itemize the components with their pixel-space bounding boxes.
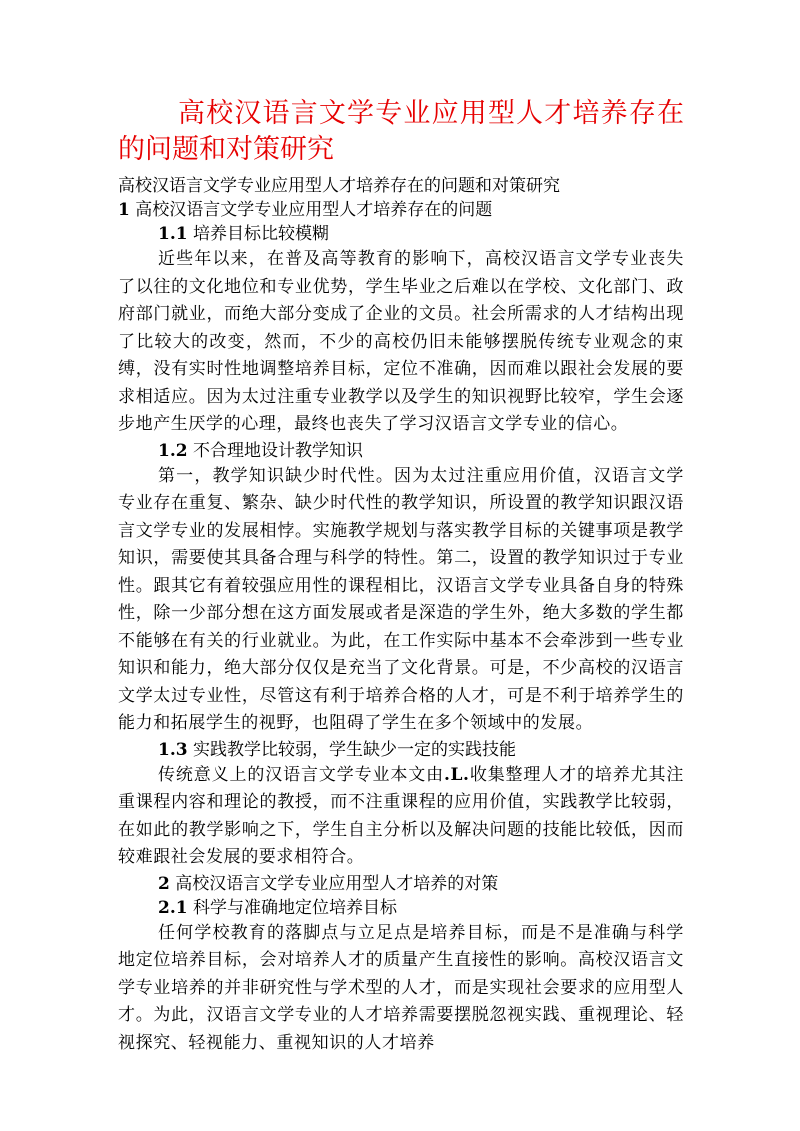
paragraph-text: 传统意义上的汉语言文学专业本文由 [158,764,444,785]
section-1-3-heading [118,738,684,762]
section-number: 1.1 [158,224,188,244]
section-1-heading [118,198,684,222]
section-title: 高校汉语言文学专业应用型人才培养的对策 [169,873,499,894]
source-mark: .L. [443,764,470,785]
paragraph-3 [118,762,684,872]
paragraph-1: 近些年以来，在普及高等教育的影响下，高校汉语言文学专业丧失了以往的文化地位和专业优势，学生毕业之后难以在学校、文化部门、政府部门就业，而绝大部分变成了企业的文员。社会所需求的人才结构出现了比较大的改变，然而，不少的高校仍旧未能够摆脱传统专业观念的束缚，没有实时性地调整培养目标，定位不准确，因而难以跟社会发展的要求相适应。因为太过注重专业教学以及学生的知识视野比较窄，学生会逐步地产生厌学的心理，最终也丧失了学习汉语言文学专业的信心。 [118,249,684,434]
section-title: 实践教学比较弱，学生缺少一定的实践技能 [187,739,516,760]
section-title: 科学与准确地定位培养目标 [187,897,397,918]
section-number: 1.3 [158,739,188,760]
paragraph-2: 第一，教学知识缺少时代性。因为太过注重应用价值，汉语言文学专业存在重复、繁杂、缺少时代性的教学知识，所设置的教学知识跟汉语言文学专业的发展相悖。实施教学规划与落实教学目标的关键事项是教学知识，需要使其具备合理与科学的特性。第二，设置的教学知识过于专业性。跟其它有着较强应用性的课程相比，汉语言文学专业具备自身的特殊性，除一少部分想在这方面发展或者是深造的学生外，绝大多数的学生都不能够在有关的行业就业。为此，在工作实际中基本不会牵涉到一些专业知识和能力，绝大部分仅仅是充当了文化背景。可是，不少高校的汉语言文学太过专业性，尽管这有利于培养合格的人才，可是不利于培养学生的能力和拓展学生的视野，也阻碍了学生在多个领域中的发展。 [118,465,684,733]
paragraph-text: 收集整理人才的培养尤其注重课程内容和理论的教授，而不注重课程的应用价值，实践教学比较弱，在如此的教学影响之下，学生自主分析以及解决问题的技能比较低，因而较难跟社会发展的要求相符合。 [118,764,685,867]
document-subtitle: 高校汉语言文学专业应用型人才培养存在的问题和对策研究 [118,176,560,196]
section-number: 1 [118,200,130,220]
section-2-1-heading [118,896,684,920]
section-2-heading [118,872,684,896]
section-number: 2.1 [158,897,188,918]
section-1-2-heading [118,439,684,463]
section-number: 1.2 [158,440,188,461]
section-1-1-heading [118,222,684,246]
section-title: 培养目标比较模糊 [187,224,329,244]
section-title: 高校汉语言文学专业应用型人才培养存在的问题 [129,200,493,220]
paragraph-4: 任何学校教育的落脚点与立足点是培养目标，而是不是准确与科学地定位培养目标，会对培养人才的质量产生直接性的影响。高校汉语言文学专业培养的并非研究性与学术型的人才，而是实现社会要求的应用型人才。为此，汉语言文学专业的人才培养需要摆脱忽视实践、重视理论、轻视探究、轻视能力、重视知识的人才培养 [118,922,684,1053]
document-title: 高校汉语言文学专业应用型人才培养存在的问题和对策研究 [118,98,684,165]
section-title: 不合理地设计教学知识 [187,440,363,461]
document-page [118,96,684,1057]
section-number: 2 [158,873,170,894]
